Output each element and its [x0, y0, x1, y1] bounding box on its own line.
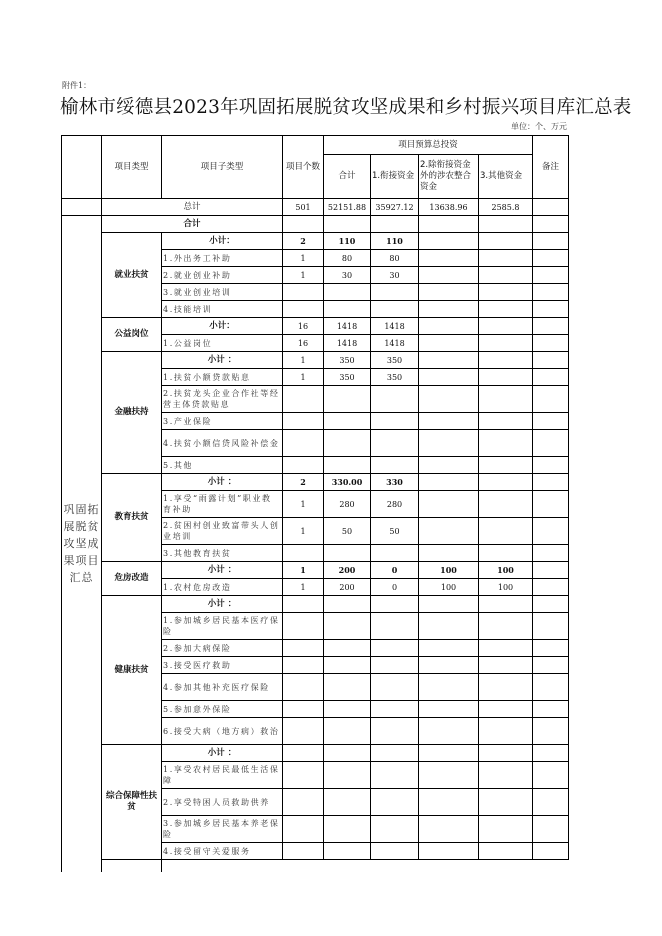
fund2-cell — [419, 762, 479, 789]
fund2-cell: 100 — [419, 579, 479, 596]
grand-total-remark — [533, 199, 569, 216]
fund1-cell — [371, 816, 419, 843]
category-label: 健康扶贫 — [102, 596, 162, 745]
total-cell — [324, 762, 371, 789]
remark-cell — [533, 457, 569, 474]
fund3-cell — [479, 457, 533, 474]
grand-total-row — [62, 199, 569, 216]
category-label: 就业扶贫 — [102, 233, 162, 318]
subtotal-row — [62, 352, 569, 369]
count-cell — [283, 301, 324, 318]
grand-total-fund1: 35927.12 — [371, 199, 419, 216]
cutoff-cell — [162, 860, 569, 872]
section-total-fund2 — [419, 216, 479, 233]
fund1-cell — [371, 789, 419, 816]
remark-cell — [533, 335, 569, 352]
fund2-cell — [419, 545, 479, 562]
remark-cell — [533, 284, 569, 301]
subtype-label: 1.扶贫小额贷款贴息 — [162, 369, 283, 386]
total-cell — [324, 386, 371, 413]
subtype-label: 小计 ： — [162, 352, 283, 369]
remark-cell — [533, 301, 569, 318]
grand-total-fund3: 2585.8 — [479, 199, 533, 216]
fund2-cell — [419, 318, 479, 335]
fund2-cell — [419, 284, 479, 301]
count-cell — [283, 613, 324, 640]
header-subtype: 项目子类型 — [162, 136, 283, 199]
fund3-cell — [479, 518, 533, 545]
remark-cell — [533, 267, 569, 284]
fund1-cell — [371, 657, 419, 674]
fund2-cell — [419, 413, 479, 430]
subtype-label: 1.享受农村居民最低生活保障 — [162, 762, 283, 789]
total-cell — [324, 284, 371, 301]
fund2-cell — [419, 352, 479, 369]
total-cell — [324, 789, 371, 816]
remark-cell — [533, 596, 569, 613]
fund1-cell — [371, 640, 419, 657]
subtype-label: 1.农村危房改造 — [162, 579, 283, 596]
total-cell: 1418 — [324, 318, 371, 335]
remark-cell — [533, 657, 569, 674]
count-cell — [283, 762, 324, 789]
category-label: 金融扶持 — [102, 352, 162, 474]
fund1-cell: 50 — [371, 518, 419, 545]
header-row — [62, 136, 569, 155]
subtype-label: 2.贫困村创业致富带头人创业培训 — [162, 518, 283, 545]
total-cell: 350 — [324, 352, 371, 369]
count-cell: 1 — [283, 562, 324, 579]
count-cell — [283, 745, 324, 762]
fund1-cell: 350 — [371, 352, 419, 369]
remark-cell — [533, 369, 569, 386]
subtype-label: 6.接受大病（地方病）救治 — [162, 718, 283, 745]
blank-header-cell — [62, 136, 102, 199]
grand-total-total: 52151.88 — [324, 199, 371, 216]
fund1-cell — [371, 545, 419, 562]
fund1-cell: 1418 — [371, 335, 419, 352]
subtype-label: 4.扶贫小额信贷风险补偿金 — [162, 430, 283, 457]
count-cell — [283, 413, 324, 430]
subtype-label: 2.就业创业补助 — [162, 267, 283, 284]
fund1-cell — [371, 284, 419, 301]
section-total-fund3 — [479, 216, 533, 233]
subtype-label: 小计： — [162, 233, 283, 250]
remark-cell — [533, 674, 569, 701]
total-cell — [324, 843, 371, 860]
grand-total-label: 总计 — [102, 199, 283, 216]
fund3-cell — [479, 674, 533, 701]
header-type: 项目类型 — [102, 136, 162, 199]
total-cell — [324, 745, 371, 762]
cutoff-cell — [102, 860, 162, 872]
fund3-cell: 100 — [479, 579, 533, 596]
subtype-label: 小计 ： — [162, 562, 283, 579]
fund2-cell — [419, 267, 479, 284]
header-fund1: 1.衔接资金 — [371, 155, 419, 199]
total-cell — [324, 640, 371, 657]
count-cell: 16 — [283, 318, 324, 335]
remark-cell — [533, 491, 569, 518]
fund2-cell — [419, 640, 479, 657]
fund2-cell: 100 — [419, 562, 479, 579]
remark-cell — [533, 474, 569, 491]
count-cell: 1 — [283, 250, 324, 267]
total-cell — [324, 718, 371, 745]
fund2-cell — [419, 674, 479, 701]
fund3-cell — [479, 657, 533, 674]
count-cell: 1 — [283, 518, 324, 545]
blank-cell — [62, 199, 102, 216]
subtype-label: 5.其他 — [162, 457, 283, 474]
total-cell — [324, 301, 371, 318]
category-label: 教育扶贫 — [102, 474, 162, 562]
subtotal-row — [62, 233, 569, 250]
fund1-cell — [371, 762, 419, 789]
subtotal-row — [62, 745, 569, 762]
fund3-cell — [479, 430, 533, 457]
header-count: 项目个数 — [283, 136, 324, 199]
count-cell: 2 — [283, 233, 324, 250]
subtype-label: 1.公益岗位 — [162, 335, 283, 352]
total-cell: 110 — [324, 233, 371, 250]
fund1-cell — [371, 386, 419, 413]
total-cell: 350 — [324, 369, 371, 386]
fund2-cell — [419, 701, 479, 718]
total-cell: 30 — [324, 267, 371, 284]
total-cell: 1418 — [324, 335, 371, 352]
fund1-cell — [371, 457, 419, 474]
fund2-cell — [419, 369, 479, 386]
fund1-cell: 330 — [371, 474, 419, 491]
fund3-cell — [479, 816, 533, 843]
remark-cell — [533, 233, 569, 250]
total-cell: 200 — [324, 579, 371, 596]
fund2-cell — [419, 430, 479, 457]
subtype-label: 3.产业保险 — [162, 413, 283, 430]
fund2-cell — [419, 789, 479, 816]
header-fund2: 2.除衔接资金外的涉农整合资金 — [419, 155, 479, 199]
cutoff-row — [62, 860, 569, 872]
category-label: 综合保障性扶贫 — [102, 745, 162, 860]
total-cell: 80 — [324, 250, 371, 267]
fund3-cell — [479, 284, 533, 301]
total-cell — [324, 430, 371, 457]
fund3-cell — [479, 789, 533, 816]
remark-cell — [533, 701, 569, 718]
fund3-cell: 100 — [479, 562, 533, 579]
remark-cell — [533, 816, 569, 843]
fund2-cell — [419, 657, 479, 674]
fund1-cell: 80 — [371, 250, 419, 267]
remark-cell — [533, 789, 569, 816]
count-cell — [283, 596, 324, 613]
subtype-label: 小计： — [162, 318, 283, 335]
fund1-cell — [371, 674, 419, 701]
fund3-cell — [479, 369, 533, 386]
subtotal-row — [62, 318, 569, 335]
fund1-cell — [371, 301, 419, 318]
section-total-total — [324, 216, 371, 233]
fund2-cell — [419, 843, 479, 860]
unit-label: 单位：个、万元 — [511, 122, 567, 131]
fund3-cell — [479, 701, 533, 718]
subtype-label: 小计 ： — [162, 596, 283, 613]
subtype-label: 5.参加意外保险 — [162, 701, 283, 718]
fund3-cell — [479, 386, 533, 413]
remark-cell — [533, 430, 569, 457]
fund2-cell — [419, 745, 479, 762]
subtype-label: 3.接受医疗救助 — [162, 657, 283, 674]
subtype-label: 3.就业创业培训 — [162, 284, 283, 301]
count-cell — [283, 674, 324, 701]
count-cell: 1 — [283, 352, 324, 369]
fund3-cell — [479, 843, 533, 860]
attachment-label: 附件1： — [62, 81, 92, 90]
fund2-cell — [419, 250, 479, 267]
count-cell — [283, 457, 324, 474]
remark-cell — [533, 762, 569, 789]
fund1-cell: 1418 — [371, 318, 419, 335]
fund3-cell — [479, 233, 533, 250]
subtype-label: 小计 ： — [162, 474, 283, 491]
fund1-cell: 30 — [371, 267, 419, 284]
fund2-cell — [419, 474, 479, 491]
header-remark: 备注 — [533, 136, 569, 199]
count-cell: 1 — [283, 369, 324, 386]
fund3-cell — [479, 413, 533, 430]
category-label: 危房改造 — [102, 562, 162, 596]
count-cell — [283, 657, 324, 674]
count-cell: 16 — [283, 335, 324, 352]
fund3-cell — [479, 762, 533, 789]
remark-cell — [533, 250, 569, 267]
subtype-label: 4.接受留守关爱服务 — [162, 843, 283, 860]
total-cell: 50 — [324, 518, 371, 545]
total-cell — [324, 816, 371, 843]
count-cell: 1 — [283, 491, 324, 518]
subtype-label: 1.外出务工补助 — [162, 250, 283, 267]
fund1-cell — [371, 745, 419, 762]
subtype-label: 3.其他教育扶贫 — [162, 545, 283, 562]
category-label: 公益岗位 — [102, 318, 162, 352]
fund2-cell — [419, 457, 479, 474]
remark-cell — [533, 518, 569, 545]
fund1-cell — [371, 613, 419, 640]
fund2-cell — [419, 233, 479, 250]
remark-cell — [533, 613, 569, 640]
fund2-cell — [419, 596, 479, 613]
count-cell — [283, 284, 324, 301]
fund1-cell — [371, 430, 419, 457]
fund3-cell — [479, 474, 533, 491]
remark-cell — [533, 352, 569, 369]
fund1-cell: 0 — [371, 562, 419, 579]
total-cell — [324, 457, 371, 474]
section-total-fund1 — [371, 216, 419, 233]
fund3-cell — [479, 318, 533, 335]
section-total-remark — [533, 216, 569, 233]
remark-cell — [533, 413, 569, 430]
remark-cell — [533, 318, 569, 335]
count-cell — [283, 718, 324, 745]
count-cell — [283, 843, 324, 860]
fund1-cell — [371, 701, 419, 718]
header-fund3: 3.其他资金 — [479, 155, 533, 199]
subtotal-row — [62, 474, 569, 491]
count-cell — [283, 386, 324, 413]
fund2-cell — [419, 718, 479, 745]
total-cell — [324, 613, 371, 640]
fund3-cell — [479, 250, 533, 267]
subtype-label: 2.享受特困人员救助供养 — [162, 789, 283, 816]
page-title: 榆林市绥德县2023年巩固拓展脱贫攻坚成果和乡村振兴项目库汇总表 — [60, 97, 632, 118]
fund1-cell: 280 — [371, 491, 419, 518]
header-total: 合计 — [324, 155, 371, 199]
section-total-row — [62, 216, 569, 233]
remark-cell — [533, 579, 569, 596]
count-cell: 1 — [283, 267, 324, 284]
remark-cell — [533, 843, 569, 860]
count-cell — [283, 816, 324, 843]
fund1-cell: 0 — [371, 579, 419, 596]
total-cell — [324, 413, 371, 430]
total-cell — [324, 701, 371, 718]
fund2-cell — [419, 613, 479, 640]
count-cell — [283, 789, 324, 816]
fund3-cell — [479, 352, 533, 369]
fund2-cell — [419, 518, 479, 545]
fund1-cell: 110 — [371, 233, 419, 250]
fund2-cell — [419, 386, 479, 413]
fund2-cell — [419, 816, 479, 843]
fund2-cell — [419, 491, 479, 518]
fund3-cell — [479, 545, 533, 562]
grand-total-fund2: 13638.96 — [419, 199, 479, 216]
total-cell: 200 — [324, 562, 371, 579]
total-cell — [324, 657, 371, 674]
subtype-label: 3.参加城乡居民基本养老保险 — [162, 816, 283, 843]
fund3-cell — [479, 596, 533, 613]
fund3-cell — [479, 718, 533, 745]
remark-cell — [533, 640, 569, 657]
fund3-cell — [479, 267, 533, 284]
fund3-cell — [479, 640, 533, 657]
remark-cell — [533, 562, 569, 579]
fund1-cell: 350 — [371, 369, 419, 386]
total-cell: 280 — [324, 491, 371, 518]
fund2-cell — [419, 335, 479, 352]
subtype-label: 2.参加大病保险 — [162, 640, 283, 657]
header-budget-group: 项目预算总投资 — [324, 136, 533, 155]
total-cell — [324, 674, 371, 701]
fund3-cell — [479, 335, 533, 352]
fund1-cell — [371, 413, 419, 430]
count-cell — [283, 430, 324, 457]
fund3-cell — [479, 491, 533, 518]
fund3-cell — [479, 301, 533, 318]
count-cell: 1 — [283, 579, 324, 596]
count-cell — [283, 701, 324, 718]
subtype-label: 4.技能培训 — [162, 301, 283, 318]
subtype-label: 1.享受“雨露计划”职业教育补助 — [162, 491, 283, 518]
subtotal-row — [62, 562, 569, 579]
fund3-cell — [479, 745, 533, 762]
section-total-label: 合计 — [102, 216, 283, 233]
subtype-label: 2.扶贫龙头企业合作社等经营主体贷款贴息 — [162, 386, 283, 413]
summary-table — [61, 135, 569, 872]
subtype-label: 1.参加城乡居民基本医疗保险 — [162, 613, 283, 640]
subtotal-row — [62, 596, 569, 613]
total-cell: 330.00 — [324, 474, 371, 491]
total-cell — [324, 596, 371, 613]
remark-cell — [533, 745, 569, 762]
subtype-label: 4.参加其他补充医疗保险 — [162, 674, 283, 701]
section-label: 巩固拓展脱贫攻坚成果项目汇总 — [62, 216, 102, 872]
fund1-cell — [371, 843, 419, 860]
remark-cell — [533, 545, 569, 562]
remark-cell — [533, 386, 569, 413]
count-cell — [283, 640, 324, 657]
grand-total-count: 501 — [283, 199, 324, 216]
subtype-label: 小计 ： — [162, 745, 283, 762]
remark-cell — [533, 718, 569, 745]
fund3-cell — [479, 613, 533, 640]
fund1-cell — [371, 718, 419, 745]
total-cell — [324, 545, 371, 562]
fund1-cell — [371, 596, 419, 613]
count-cell: 2 — [283, 474, 324, 491]
count-cell — [283, 545, 324, 562]
section-total-count — [283, 216, 324, 233]
fund2-cell — [419, 301, 479, 318]
